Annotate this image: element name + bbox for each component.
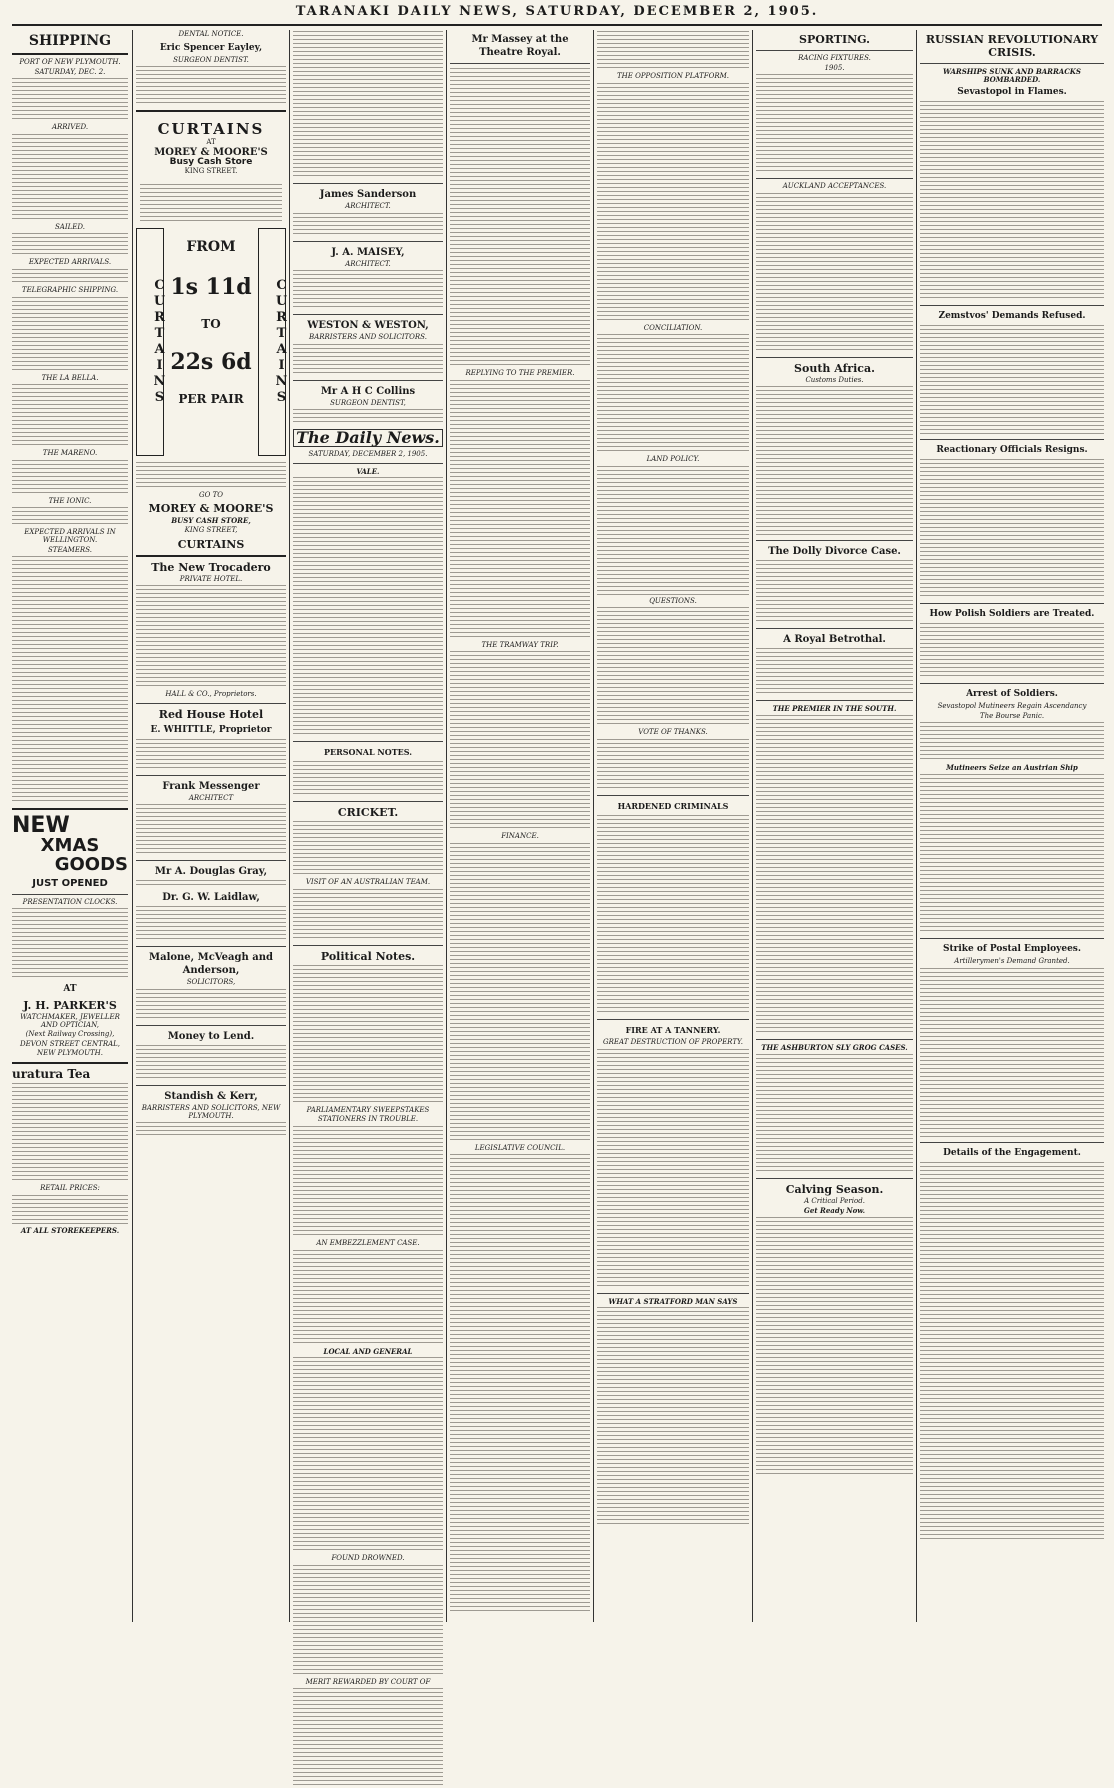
dental-notice: DENTAL NOTICE. — [178, 30, 244, 38]
platform-heading: THE OPPOSITION PLATFORM. — [616, 72, 730, 80]
arrived-heading: ARRIVED. — [51, 123, 89, 132]
text-block — [293, 344, 443, 376]
destruction-heading: GREAT DESTRUCTION OF PROPERTY. — [603, 1037, 743, 1046]
hardened-heading: HARDENED CRIMINALS — [617, 800, 729, 811]
text-block — [12, 908, 128, 980]
trocadero-title: The New Trocadero — [151, 560, 271, 574]
sanderson-sub: ARCHITECT. — [345, 202, 391, 210]
messenger-name: Frank Messenger — [162, 780, 260, 792]
text-block — [136, 66, 286, 106]
standish-name: Standish & Kerr, — [164, 1090, 258, 1102]
text-block — [293, 821, 443, 877]
text-block — [450, 68, 590, 368]
per-pair-label: PER PAIR — [178, 391, 244, 406]
surgeon-dentist: SURGEON DENTIST. — [173, 55, 249, 64]
column-opposition — [597, 30, 749, 1622]
column-shipping — [12, 30, 128, 1622]
collins-sub: SURGEON DENTIST, — [330, 398, 406, 407]
text-block — [756, 386, 913, 536]
store-name: MOREY & MOORE'S — [154, 147, 268, 159]
text-block — [12, 507, 128, 527]
steamers-heading: STEAMERS. — [48, 545, 92, 554]
text-block — [12, 1195, 128, 1225]
shipping-heading: SHIPPING — [28, 33, 112, 49]
expected-wellington-heading: EXPECTED ARRIVALS IN WELLINGTON. — [24, 528, 116, 544]
premier-south-heading: THE PREMIER IN THE SOUTH. — [772, 704, 897, 714]
weston-name: WESTON & WESTON, — [307, 320, 429, 332]
laidlaw-name: Dr. G. W. Laidlaw, — [162, 892, 260, 904]
text-block — [450, 380, 590, 640]
presentation-clocks: PRESENTATION CLOCKS. — [22, 897, 118, 906]
stationers-heading: STATIONERS IN TROUBLE. — [317, 1115, 419, 1124]
text-block — [293, 409, 443, 425]
text-block — [293, 761, 443, 797]
text-block — [597, 334, 749, 454]
text-block — [136, 585, 286, 689]
text-block — [450, 651, 590, 831]
text-block — [920, 968, 1104, 1138]
busy-cash-store: Busy Cash Store — [169, 157, 253, 168]
text-block — [293, 965, 443, 1105]
text-block — [293, 889, 443, 941]
column-rule — [593, 30, 594, 1622]
found-drowned-heading: FOUND DROWNED. — [331, 1554, 405, 1563]
column-rule — [752, 30, 753, 1622]
from-label: FROM — [186, 238, 236, 255]
text-block — [920, 459, 1104, 599]
zemstvos-heading: Zemstvos' Demands Refused. — [938, 311, 1086, 322]
all-storekeepers: AT ALL STOREKEEPERS. — [20, 1225, 120, 1235]
busy-cash-store-2: BUSY CASH STORE, — [171, 516, 251, 526]
curtains-title: CURTAINS — [157, 120, 265, 139]
curtains-ad — [136, 116, 286, 180]
standish-sub: BARRISTERS AND SOLICITORS, NEW PLYMOUTH. — [141, 1103, 281, 1120]
text-block — [450, 843, 590, 1143]
text-block — [597, 31, 749, 71]
column-sporting — [756, 30, 913, 1622]
collins-name: Mr A H C Collins — [320, 385, 416, 397]
text-block — [12, 384, 128, 448]
at-label: AT — [63, 984, 77, 995]
land-policy-heading: LAND POLICY. — [646, 455, 700, 464]
vale-heading: VALE. — [356, 466, 380, 476]
king-street-2: KING STREET, — [184, 525, 238, 534]
mutineers-heading: Sevastopol Mutineers Regain Ascendancy — [937, 702, 1087, 711]
date-line: SATURDAY, DEC. 2. — [34, 67, 106, 76]
la-bella-heading: THE LA BELLA. — [41, 373, 99, 382]
text-block — [293, 1126, 443, 1238]
get-ready-heading: Get Ready Now. — [803, 1206, 866, 1216]
column-russian-crisis — [920, 30, 1104, 1622]
finance-heading: FINANCE. — [501, 832, 539, 841]
local-general-heading: LOCAL AND GENERAL — [323, 1346, 413, 1356]
text-block — [12, 1083, 128, 1183]
divorce-heading: The Dolly Divorce Case. — [768, 546, 901, 558]
text-block — [756, 1217, 913, 1477]
text-block — [293, 1565, 443, 1677]
text-block — [597, 1049, 749, 1289]
text-block — [597, 1307, 749, 1527]
messenger-sub: ARCHITECT — [188, 793, 234, 802]
text-block — [920, 623, 1104, 679]
text-block — [597, 83, 749, 323]
newspaper-page — [12, 30, 1104, 1686]
text-block — [12, 134, 128, 222]
text-block — [136, 804, 286, 856]
text-block — [12, 269, 128, 285]
bourse-heading: The Bourse Panic. — [979, 711, 1045, 720]
sailed-heading: SAILED. — [55, 222, 85, 231]
merit-heading: MERIT REWARDED BY COURT OF — [305, 1677, 431, 1686]
mareno-heading: THE MARENO. — [42, 449, 98, 458]
tea-ad-title: uratura Tea — [12, 1067, 91, 1082]
text-block — [597, 739, 749, 791]
curtains-2: CURTAINS — [177, 537, 245, 551]
parker-address: (Next Railway Crossing), — [25, 1030, 115, 1039]
polish-heading: How Polish Soldiers are Treated. — [929, 609, 1095, 620]
text-block — [136, 1122, 286, 1138]
text-block — [12, 556, 128, 804]
sly-grog-heading: THE ASHBURTON SLY GROG CASES. — [761, 1042, 908, 1052]
whittle-proprietor: E. WHITTLE, Proprietor — [150, 724, 272, 735]
text-block — [293, 1688, 443, 1788]
daily-news-nameplate: The Daily News. — [293, 429, 443, 447]
text-block — [450, 1154, 590, 1614]
cricket-heading: CRICKET. — [337, 806, 399, 820]
racing-heading: RACING FIXTURES. — [798, 54, 871, 62]
curtains-vertical-right: CURTAINS — [258, 228, 286, 456]
text-block — [12, 460, 128, 496]
sporting-heading: SPORTING. — [799, 33, 870, 46]
text-block — [756, 74, 913, 174]
column-massey — [450, 30, 590, 1622]
officials-heading: Reactionary Officials Resigns. — [936, 445, 1088, 456]
money-title: Money to Lend. — [167, 1030, 255, 1042]
maisey-name: J. A. MAISEY, — [331, 246, 405, 258]
text-block — [136, 739, 286, 771]
to-label: TO — [201, 316, 221, 331]
legislative-heading: LEGISLATIVE COUNCIL. — [474, 1143, 566, 1152]
sweepstakes-heading: PARLIAMENTARY SWEEPSTAKES — [306, 1105, 430, 1114]
parker-trade: WATCHMAKER, JEWELLER AND OPTICIAN, — [20, 1013, 120, 1029]
maisey-sub: ARCHITECT. — [345, 259, 391, 268]
xmas-xmas: XMAS — [40, 835, 100, 857]
text-block — [920, 101, 1104, 301]
price-low: 1s 11d — [170, 273, 252, 300]
daily-news-date: SATURDAY, DECEMBER 2, 1905. — [308, 449, 428, 458]
sanderson-name: James Sanderson — [319, 189, 417, 200]
embezzlement-heading: AN EMBEZZLEMENT CASE. — [316, 1238, 420, 1247]
malone-sub: SOLICITORS, — [186, 978, 236, 987]
personal-notes-heading: PERSONAL NOTES. — [323, 747, 413, 758]
text-block — [136, 880, 286, 888]
text-block — [920, 1162, 1104, 1542]
text-block — [756, 715, 913, 1035]
text-block — [756, 193, 913, 353]
text-block — [293, 31, 443, 179]
at-label: AT — [206, 138, 216, 147]
text-block — [597, 607, 749, 727]
price-high: 22s 6d — [170, 348, 252, 375]
text-block — [920, 325, 1104, 435]
russian-heading: RUSSIAN REVOLUTIONARY CRISIS. — [925, 33, 1099, 59]
text-block — [293, 213, 443, 237]
text-block — [597, 815, 749, 1015]
retail-prices: RETAIL PRICES: — [40, 1184, 100, 1193]
political-notes-heading: Political Notes. — [320, 949, 416, 963]
text-block — [756, 648, 913, 696]
customs-heading: Customs Duties. — [805, 375, 864, 384]
conciliation-heading: CONCILIATION. — [643, 323, 703, 332]
betrothal-heading: A Royal Betrothal. — [783, 634, 886, 646]
parker-address: DEVON STREET CENTRAL, — [19, 1039, 121, 1048]
column-advertisements — [136, 30, 289, 1622]
text-block — [293, 477, 443, 737]
trocadero-sub: PRIVATE HOTEL. — [179, 574, 243, 583]
calving-heading: Calving Season. — [785, 1182, 884, 1196]
text-block — [920, 774, 1104, 934]
text-block — [12, 297, 128, 373]
column-rule — [446, 30, 447, 1622]
arrest-heading: Arrest of Soldiers. — [966, 689, 1058, 700]
text-block — [756, 560, 913, 624]
parker-name: J. H. PARKER'S — [23, 999, 117, 1013]
replying-heading: REPLYING TO THE PREMIER. — [465, 369, 575, 377]
tramway-heading: THE TRAMWAY TRIP. — [481, 640, 559, 649]
xmas-goods: GOODS — [54, 854, 128, 876]
red-house-title: Red House Hotel — [158, 707, 264, 721]
massey-heading: Mr Massey at the Theatre Royal. — [471, 34, 569, 58]
curtains-price-box — [136, 228, 289, 458]
text-block — [293, 270, 443, 310]
vote-thanks-heading: VOTE OF THANKS. — [638, 728, 708, 737]
store-name-2: MOREY & MOORE'S — [148, 502, 274, 516]
questions-heading: QUESTIONS. — [649, 596, 697, 605]
text-block — [136, 989, 286, 1021]
telegraphic-heading: TELEGRAPHIC SHIPPING. — [21, 285, 119, 294]
racing-year: 1905. — [824, 63, 845, 72]
trocadero-footer: HALL & CO., Proprietors. — [165, 690, 257, 699]
text-block — [12, 78, 128, 122]
king-street: KING STREET. — [184, 166, 238, 175]
text-block — [597, 466, 749, 596]
column-rule — [132, 30, 133, 1622]
sevastopol-heading: Sevastopol in Flames. — [957, 87, 1067, 98]
just-opened: JUST OPENED — [32, 878, 108, 889]
masthead-rule — [12, 24, 1102, 26]
gray-name: Mr A. Douglas Gray, — [154, 866, 268, 878]
seize-heading: Mutineers Seize an Austrian Ship — [946, 763, 1078, 773]
text-block — [293, 1250, 443, 1346]
port-heading: PORT OF NEW PLYMOUTH. — [19, 58, 121, 66]
artillerymen-heading: Artillerymen's Demand Granted. — [954, 956, 1070, 965]
malone-name: Malone, McVeagh and Anderson, — [149, 952, 273, 977]
south-africa-heading: South Africa. — [794, 361, 875, 375]
expected-heading: EXPECTED ARRIVALS. — [28, 258, 112, 267]
visit-heading: VISIT OF AN AUSTRALIAN TEAM. — [305, 878, 431, 887]
weston-sub: BARRISTERS AND SOLICITORS. — [309, 333, 427, 342]
stratford-heading: WHAT A STRATFORD MAN SAYS — [608, 1296, 738, 1306]
critical-heading: A Critical Period. — [804, 1196, 865, 1205]
warships-heading: WARSHIPS SUNK AND BARRACKS BOMBARDED. — [943, 67, 1081, 84]
parker-address: NEW PLYMOUTH. — [37, 1049, 103, 1058]
newspaper-masthead: TARANAKI DAILY NEWS, SATURDAY, DECEMBER 2, 1905. — [295, 4, 819, 19]
text-block — [136, 462, 286, 490]
column-rule — [289, 30, 290, 1622]
text-block — [920, 722, 1104, 762]
column-rule — [916, 30, 917, 1622]
text-block — [756, 1054, 913, 1174]
ionic-heading: THE IONIC. — [48, 496, 92, 505]
strike-heading: Strike of Postal Employees. — [942, 943, 1082, 954]
go-to: GO TO — [199, 490, 223, 499]
text-block — [140, 184, 282, 224]
curtains-vertical-left: CURTAINS — [136, 228, 164, 456]
details-heading: Details of the Engagement. — [943, 1147, 1081, 1158]
text-block — [136, 1045, 286, 1081]
auckland-heading: AUCKLAND ACCEPTANCES. — [782, 182, 887, 191]
text-block — [136, 906, 286, 942]
fire-heading: FIRE AT A TANNERY. — [625, 1024, 721, 1035]
text-block — [293, 1357, 443, 1553]
text-block — [12, 233, 128, 257]
xmas-new: NEW — [12, 813, 70, 839]
column-daily-news — [293, 30, 443, 1686]
dentist-name: Eric Spencer Eayley, — [159, 42, 263, 53]
